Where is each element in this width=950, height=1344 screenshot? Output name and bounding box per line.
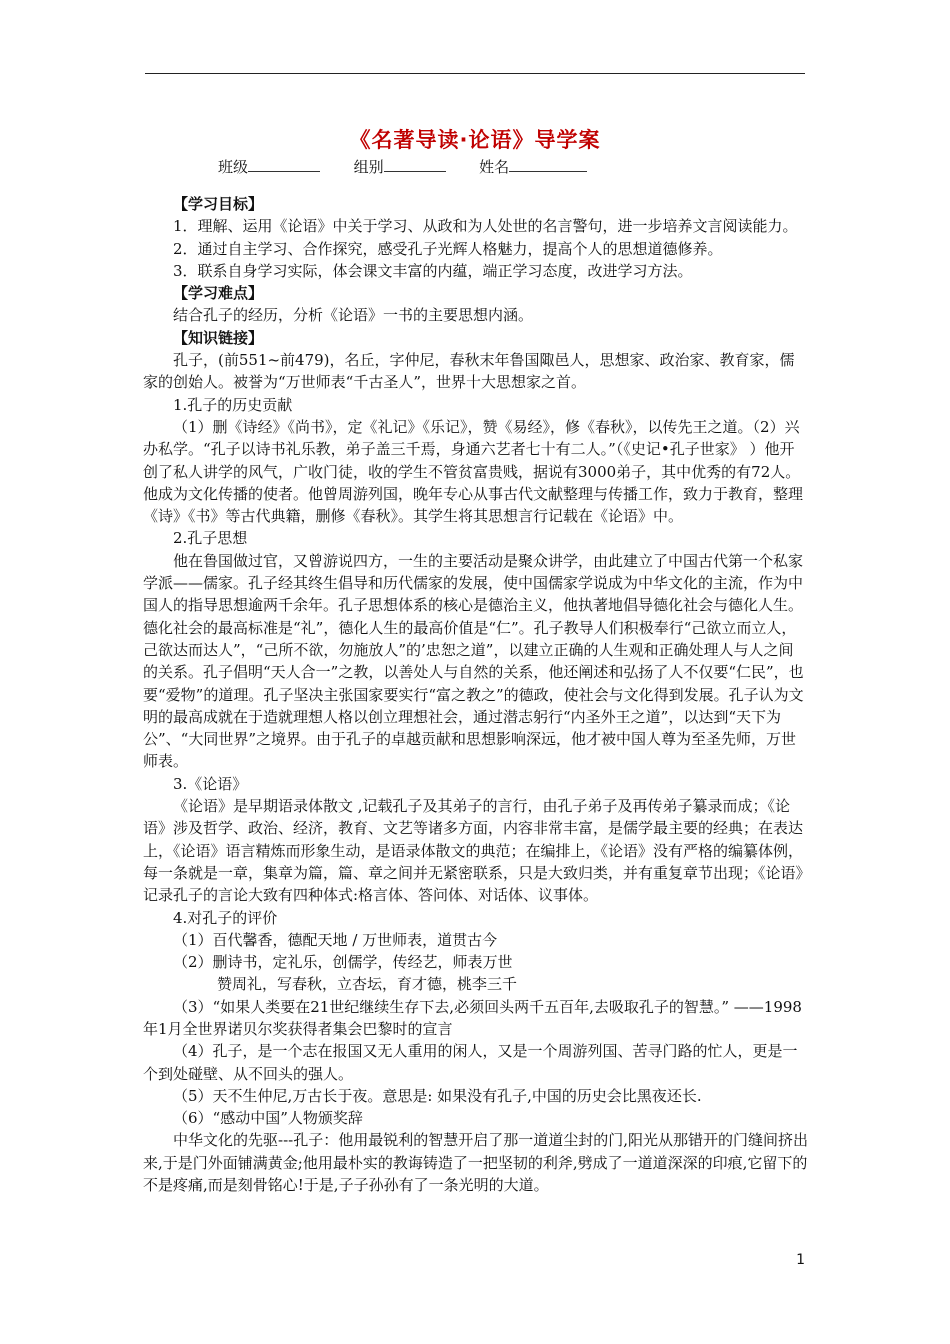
class-blank: [248, 157, 320, 172]
evaluation-2b: 赞周礼，写春秋，立杏坛，育才德，桃李三千: [217, 975, 518, 994]
class-label: 班级: [218, 158, 249, 176]
goal-3: 3．联系自身学习实际，体会课文丰富的内蕴，端正学习态度，改进学习方法。: [173, 261, 693, 280]
difficulty-text: 结合孔子的经历，分析《论语》一书的主要思想内涵。: [173, 306, 534, 325]
confucius-intro: 孔子，(前551~前479)，名丘，字仲尼，春秋末年鲁国陬邑人，思想家、政治家、教育家，儒家的创始人。被誉为“万世师表“千古圣人”，世界十大思想家之首。: [143, 351, 795, 392]
header-rule: [145, 73, 805, 74]
knowledge-heading: 【知识链接】: [173, 328, 264, 347]
evaluation-1: （1）百代馨香，德配天地 / 万世师表，道贯古今: [173, 930, 498, 949]
subheading-thought: 2.孔子思想: [173, 529, 248, 548]
name-label: 姓名: [479, 158, 510, 176]
difficulty-heading: 【学习难点】: [173, 284, 264, 303]
goal-2: 2．通过自主学习、合作探究，感受孔子光辉人格魅力，提高个人的思想道德修养。: [173, 239, 723, 258]
goal-1: 1．理解、运用《论语》中关于学习、从政和为人处世的名言警句，进一步培养文言阅读能力。: [173, 217, 798, 236]
analects-text: 《论语》是早期语录体散文 ,记载孔子及其弟子的言行，由孔子弟子及再传弟子纂录而成；《论语》涉及哲学、政治、经济，教育、文艺等诸多方面，内容非常丰富，是儒学最主要的经典；在表达上，《论语》语言精炼而形象生动，是语录体散文的典范；在编排上，《论语》没有严格的编纂体例，每一条就是一章，集章为篇，篇、章之间并无紧密联系，只是大致归类，并有重复章节出现；《论语》记录孔子的言论大致有四种体式:格言体、答问体、对话体、议事体。: [143, 797, 804, 905]
subheading-analects: 3.《论语》: [173, 774, 248, 793]
evaluation-4: （4）孔子，是一个志在报国又无人重用的闲人，又是一个周游列国、苦寻门路的忙人，更是一个到处碰壁、从不回头的强人。: [143, 1042, 798, 1083]
document-title: 《名著导读·论语》导学案: [349, 128, 601, 152]
contribution-text: （1）删《诗经》《尚书》，定《礼记》《乐记》，赞《易经》，修《春秋》，以传先王之道。（2）兴办私学。“孔子以诗书礼乐教，弟子盖三千焉，身通六艺者七十有二人。”（《史记•孔子世家》 ）他开创了私人讲学的风气，广收门徒，收的学生不管贫富贵贱，据说有3000弟子，其中优秀的有72人。他成为文化传播的使者。他曾周游列国，晚年专心从事古代文献整理与传播工作，致力于教育，整理《诗》《书》等古代典籍，删修《春秋》。其学生将其思想言行记载在《论语》中。: [143, 417, 804, 526]
evaluation-3: （3）“如果人类要在21世纪继续生存下去,必须回头两千五百年,去吸取孔子的智慧。” ——1998年1月全世界诺贝尔奖获得者集会巴黎时的宣言: [143, 997, 802, 1038]
name-blank: [509, 157, 587, 172]
goals-heading: 【学习目标】: [173, 195, 264, 213]
evaluation-6: （6）“感动中国”人物颁奖辞: [173, 1109, 363, 1128]
group-label: 组别: [353, 158, 384, 176]
info-fields: [218, 156, 587, 177]
subheading-evaluation: 4.对孔子的评价: [173, 908, 278, 927]
thought-text: 他在鲁国做过官，又曾游说四方，一生的主要活动是聚众讲学，由此建立了中国古代第一个私家学派——儒家。孔子经其终生倡导和历代儒家的发展，使中国儒家学说成为中华文化的主流，作为中国人的指导思想逾两千余年。孔子思想体系的核心是德治主义，他执著地倡导德化社会与德化人生。德化社会的最高标准是“礼”，德化人生的最高价值是“仁”。孔子教导人们积极奉行“己欲立而立人，己欲达而达人”，“己所不欲，勿施放人”的’忠恕之道”，以建立正确的人生观和正确处理人与人之间的关系。孔子倡明“天人合一”之教，以善处人与自然的关系，他还阐述和弘扬了人不仅要“仁民”，也要“爱物”的道理。孔子坚决主张国家要实行“富之教之”的德政，使社会与文化得到发展。孔子认为文明的最高成就在于造就理想人格以创立理想社会，通过潜志躬行“内圣外王之道”，以达到“天下为公”、“大同世界”之境界。由于孔子的卓越贡献和思想影响深远，他才被中国人尊为至圣先师，万世师表。: [143, 551, 804, 771]
subheading-contribution: 1.孔子的历史贡献: [173, 395, 293, 414]
document-body: [143, 193, 808, 1196]
group-blank: [384, 157, 446, 172]
page-number: 1: [796, 1252, 805, 1268]
award-citation: 中华文化的先驱---孔子：他用最锐利的智慧开启了那一道道尘封的门,阳光从那错开的门缝间挤出来,于是门外面铺满黄金;他用最朴实的教诲铸造了一把坚韧的利斧,劈成了一道道深深的印痕,它留下的不是疼痛,而是刻骨铭心!于是,子子孙孙有了一条光明的大道。: [143, 1131, 808, 1195]
evaluation-2a: （2）删诗书，定礼乐，创儒学，传经艺，师表万世: [173, 953, 513, 972]
evaluation-5: （5）天不生仲尼,万古长于夜。意思是: 如果没有孔子,中国的历史会比黑夜还长.: [173, 1086, 702, 1105]
